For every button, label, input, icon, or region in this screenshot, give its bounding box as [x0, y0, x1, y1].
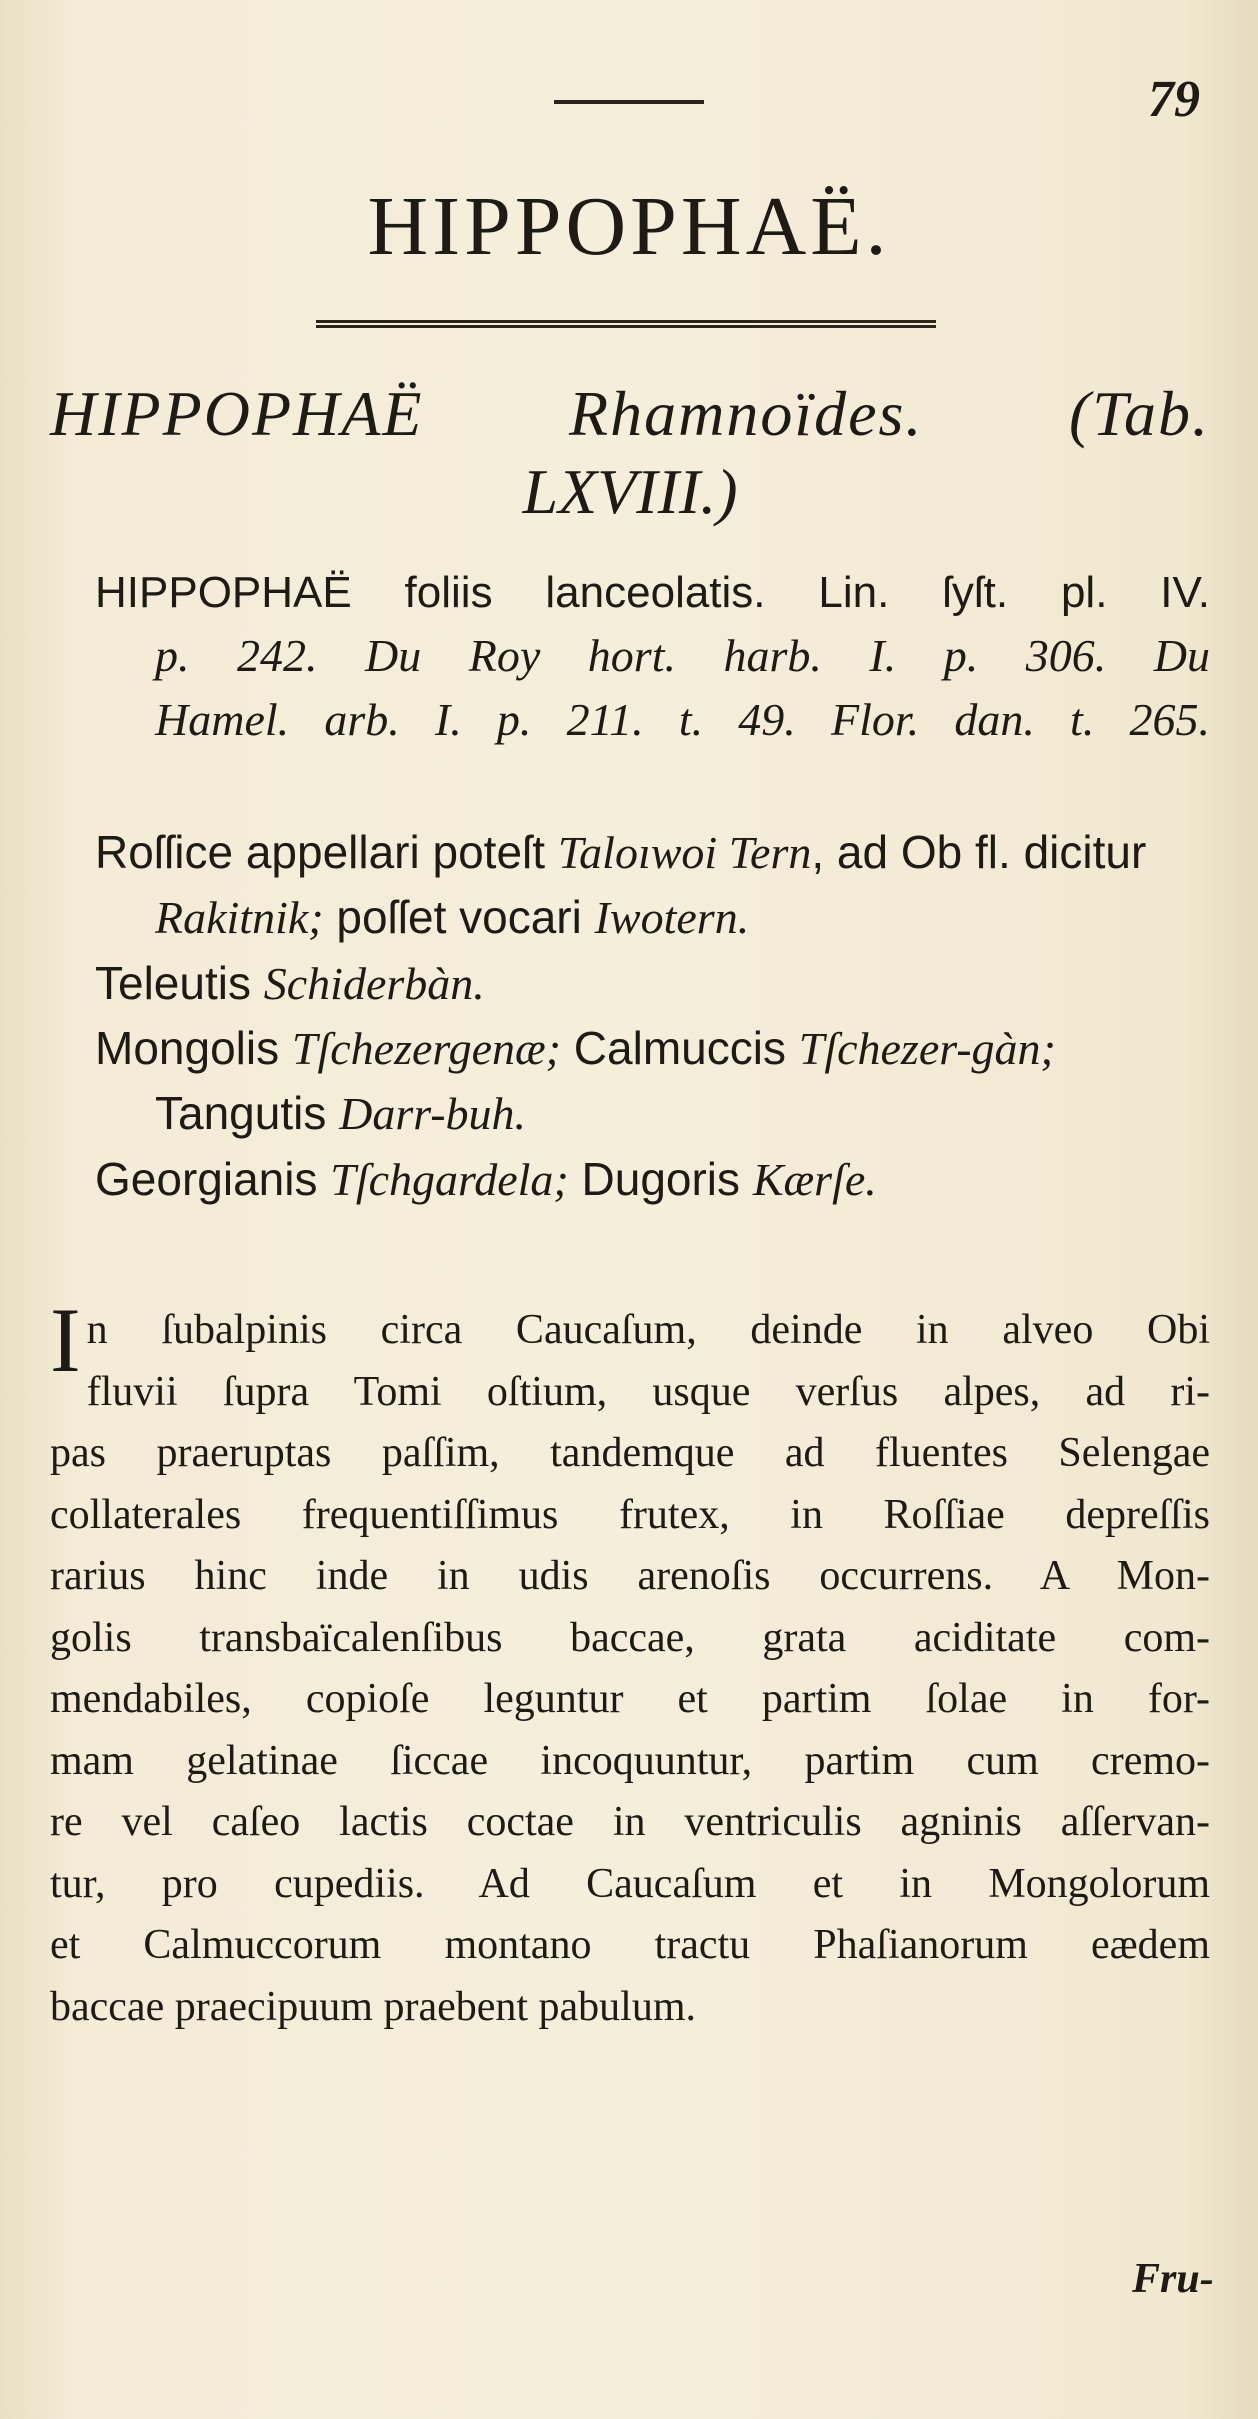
italic-name: Taloıwoi Tern — [557, 827, 812, 878]
synonymy-line1: HIPPOPHAË foliis lanceolatis. Lin. ſyſt. pl. IV. — [95, 568, 1210, 617]
text-run: Calmuccis — [561, 1021, 799, 1074]
italic-name: Tſchezergenæ; — [291, 1022, 562, 1074]
vernacular-georgianis — [95, 1147, 1210, 1212]
italic-name: Tſchezer-gàn; — [798, 1022, 1056, 1074]
body-line: et Calmuccorum montano tractu Phaſianorum eædem — [50, 1922, 1210, 1968]
body-line: mendabiles, copioſe leguntur et partim ſolae in for- — [50, 1676, 1210, 1722]
text-run: Tangutis — [155, 1087, 340, 1140]
body-line: collaterales frequentiſſimus frutex, in Roſſiae depreſſis — [50, 1491, 1210, 1538]
italic-name: Rakitnik; — [155, 892, 324, 944]
body-line: baccae praecipuum praebent pabulum. — [50, 1983, 697, 2030]
body-line: golis transbaïcalenſibus baccae, grata aciditate com- — [50, 1614, 1210, 1661]
body-line: pas praeruptas paſſim, tandemque ad fluentes Selengae — [50, 1430, 1210, 1476]
species-heading-line1: HIPPOPHAË Rhamnoïdes. (Tab. — [50, 378, 1210, 449]
vernacular-russian — [95, 820, 1210, 951]
italic-name: Darr-buh. — [339, 1088, 527, 1140]
body-line: n ſubalpinis circa Caucaſum, deinde in alveo Obi — [86, 1307, 1210, 1353]
text-run: Mongolis — [95, 1021, 292, 1074]
text-run: Teleutis — [95, 956, 264, 1009]
vernacular-teleutis — [95, 951, 1210, 1016]
header-rule — [554, 100, 704, 104]
page-title: HIPPOPHAË. — [367, 180, 891, 273]
body-line: mam gelatinae ſiccae incoquuntur, partim cum cremo- — [50, 1737, 1210, 1784]
species-heading-line2: LXVIII.) — [522, 456, 738, 528]
synonymy-line2: p. 242. Du Roy hort. harb. I. p. 306. Du — [155, 629, 1210, 681]
body-line: fluvii ſupra Tomi oſtium, usque verſus alpes, ad ri- — [86, 1368, 1210, 1415]
italic-name: Iwotern. — [594, 892, 750, 944]
vernacular-mongolis — [95, 1016, 1210, 1147]
italic-name: Schiderbàn. — [263, 957, 485, 1009]
species-heading — [50, 375, 1210, 531]
italic-name: Tſchgardela; — [330, 1153, 569, 1205]
text-run: poſſet vocari — [323, 891, 595, 944]
title-double-rule — [316, 320, 936, 328]
text-run: Dugoris — [568, 1152, 753, 1205]
text-run: Georgianis — [95, 1152, 331, 1205]
italic-name: Kærſe. — [752, 1153, 877, 1205]
synonymy-block — [95, 562, 1210, 752]
catchword: Fru- — [1132, 2256, 1214, 2302]
page-number: 79 — [1148, 71, 1200, 128]
text-run: Roſſice appellari poteſt — [95, 826, 558, 878]
text-run: , ad Ob fl. dicitur — [811, 826, 1147, 878]
drop-cap: I — [50, 1289, 81, 1391]
body-line: re vel caſeo lactis coctae in ventriculis agninis aſſervan- — [50, 1799, 1210, 1845]
body-line: rarius hinc inde in udis arenoſis occurrens. A Mon- — [50, 1553, 1210, 1599]
body-paragraph — [50, 1289, 1210, 2038]
body-line: tur, pro cupediis. Ad Caucaſum et in Mongolorum — [50, 1860, 1210, 1907]
vernacular-names — [95, 820, 1210, 1212]
synonymy-line3: Hamel. arb. I. p. 211. t. 49. Flor. dan. t. 265. — [155, 693, 1210, 745]
